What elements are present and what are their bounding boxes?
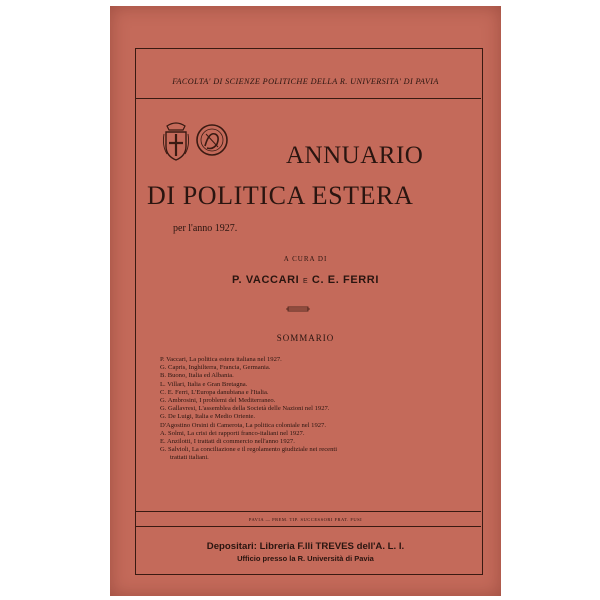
toc-item: G. Ambrosini, I problemi del Mediterraneo. xyxy=(160,397,276,405)
sommario-heading: SOMMARIO xyxy=(276,333,335,343)
toc-item: D'Agostino Orsini di Camerota, La politica coloniale nel 1927. xyxy=(160,421,326,429)
faculty-heading: FACOLTA' DI SCIENZE POLITICHE DELLA R. UNIVERSITA' DI PAVIA xyxy=(172,77,439,86)
university-crest-icon xyxy=(161,120,191,162)
editor-1: P. VACCARI xyxy=(231,274,300,286)
toc-item: A. Solmi, La crisi dei rapporti franco-italiani nel 1927. xyxy=(160,429,305,437)
editors-line xyxy=(110,274,501,286)
toc-item: B. Buono, Italia ed Albania. xyxy=(160,372,234,380)
depositari-line: Depositari: Libreria F.lli TREVES dell'A. L. I. xyxy=(206,541,405,552)
toc-item: trattati italiani. xyxy=(170,454,209,462)
toc-item: G. Gallavresi, L'assemblea della Società delle Nazioni nel 1927. xyxy=(160,405,330,413)
university-seal-icon xyxy=(195,122,229,158)
toc-item: E. Anzilotti, I trattati di commercio nell'anno 1927. xyxy=(160,438,295,446)
toc-item: P. Vaccari, La politica estera italiana nel 1927. xyxy=(160,356,282,363)
printer-line: PAVIA — PREM. TIP. SUCCESSORI FRAT. FUSI xyxy=(248,517,363,522)
footer-rule-top xyxy=(135,511,481,512)
toc-item: G. De Luigi, Italia e Medio Oriente. xyxy=(160,413,256,421)
header-rule xyxy=(135,98,481,99)
book-cover xyxy=(110,6,501,596)
ufficio-line: Ufficio presso la R. Università di Pavia xyxy=(237,554,374,563)
edited-by-label: A CURA DI xyxy=(283,255,328,263)
editor-conjunction: E xyxy=(302,278,309,285)
footer-rule-bottom xyxy=(135,526,481,527)
table-of-contents xyxy=(160,356,460,463)
title-line-1: ANNUARIO xyxy=(286,142,424,169)
year-line: per l'anno 1927. xyxy=(173,223,238,234)
toc-item: L. Villari, Italia e Gran Bretagna. xyxy=(160,380,248,388)
title-line-2: DI POLITICA ESTERA xyxy=(147,181,414,210)
ornament-icon xyxy=(286,305,310,313)
toc-item: G. Capris, Inghilterra, Francia, Germania. xyxy=(160,364,271,372)
toc-item: G. Salvioli, La conciliazione e il regolamento giudiziale nei recenti xyxy=(160,446,338,454)
toc-item: C. E. Ferri, L'Europa danubiana e l'Italia. xyxy=(160,388,269,396)
editor-2: C. E. FERRI xyxy=(311,274,380,286)
